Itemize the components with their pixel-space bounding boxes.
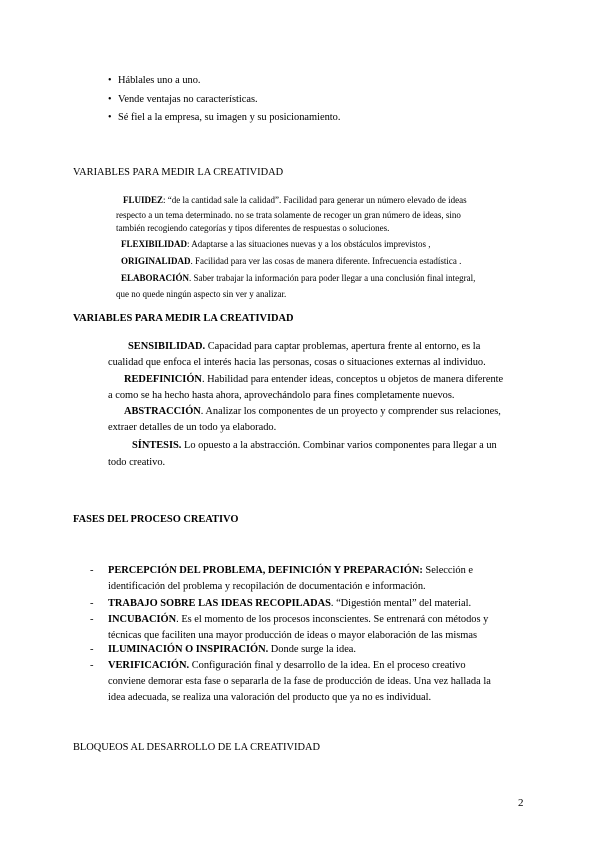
variable-abstraccion: [124, 406, 501, 417]
phase-text: idea adecuada, se realiza una valoración del producto que ya no es individual.: [108, 692, 432, 703]
bullet-marker: •: [108, 112, 112, 123]
list-dash: -: [90, 598, 94, 609]
variable-text: . Facilidad para ver las cosas de manera diferente. Infrecuencia estadística .: [190, 256, 462, 266]
variable-text: extraer detalles de un todo ya elaborado.: [108, 422, 277, 433]
phase-item: [108, 565, 473, 576]
variable-text: que no quede ningún aspecto sin ver y analizar.: [116, 289, 287, 299]
variable-text: . Habilidad para entender ideas, conceptos u objetos de manera diferente: [201, 374, 504, 385]
phase-text: . “Digestión mental” del material.: [330, 598, 472, 609]
variable-term: ELABORACIÓN: [121, 273, 190, 283]
phase-term: TRABAJO SOBRE LAS IDEAS RECOPILADAS: [108, 598, 331, 609]
variable-sensibilidad: [128, 341, 480, 352]
bullet-item: Sé fiel a la empresa, su imagen y su posicionamiento.: [118, 112, 341, 123]
list-dash: -: [90, 565, 94, 576]
section-heading: VARIABLES PARA MEDIR LA CREATIVIDAD: [73, 167, 284, 178]
phase-item: [108, 660, 466, 671]
variable-text: respecto a un tema determinado. no se trata solamente de recoger un gran número de ideas, sino: [116, 210, 461, 220]
variable-text: . Analizar los componentes de un proyecto y comprender sus relaciones,: [200, 406, 501, 417]
variable-term: FLUIDEZ: [123, 195, 164, 205]
variable-fluidez: [123, 195, 467, 205]
variable-term: ORIGINALIDAD: [121, 256, 191, 266]
variable-term: SENSIBILIDAD.: [128, 341, 206, 352]
list-dash: -: [90, 644, 94, 655]
phase-term: PERCEPCIÓN DEL PROBLEMA, DEFINICIÓN Y PREPARACIÓN:: [108, 565, 423, 576]
section-heading: BLOQUEOS AL DESARROLLO DE LA CREATIVIDAD: [73, 742, 320, 753]
phase-item: [108, 598, 471, 609]
phase-text: Selección e: [422, 565, 474, 576]
variable-text: cualidad que enfoca el interés hacia las personas, cosas o situaciones externas al individuo.: [108, 357, 486, 368]
variable-redefinicion: [124, 374, 503, 385]
phase-term: INCUBACIÓN: [108, 614, 177, 625]
phase-text: . Es el momento de los procesos inconscientes. Se entrenará con métodos y: [176, 614, 489, 625]
phase-item: [108, 644, 356, 655]
bullet-marker: •: [108, 94, 112, 105]
phase-text: identificación del problema y recopilación de documentación e información.: [108, 581, 426, 592]
variable-text: : “de la cantidad sale la calidad”. Facilidad para generar un número elevado de ideas: [163, 195, 467, 205]
variable-text: a como se ha hecho hasta ahora, aprovechándolo para fines completamente nuevos.: [108, 390, 455, 401]
variable-flexibilidad: [121, 239, 430, 249]
phase-text: Configuración final y desarrollo de la idea. En el proceso creativo: [189, 660, 466, 671]
phase-term: ILUMINACIÓN O INSPIRACIÓN.: [108, 644, 269, 655]
phase-item: [108, 614, 488, 625]
variable-term: ABSTRACCIÓN: [124, 406, 201, 417]
list-dash: -: [90, 660, 94, 671]
variable-term: SÍNTESIS.: [132, 440, 182, 451]
phase-text: Donde surge la idea.: [268, 644, 357, 655]
phase-text: conviene demorar esta fase o separarla de la fase de producción de ideas. Una vez hallada la: [108, 676, 491, 687]
section-heading: FASES DEL PROCESO CREATIVO: [73, 514, 239, 525]
bullet-marker: •: [108, 75, 112, 86]
section-heading: VARIABLES PARA MEDIR LA CREATIVIDAD: [73, 313, 294, 324]
list-dash: -: [90, 614, 94, 625]
variable-elaboracion: [121, 273, 475, 283]
variable-sintesis: [132, 440, 497, 451]
variable-term: REDEFINICIÓN: [124, 374, 202, 385]
phase-text: técnicas que faciliten una mayor producción de ideas o mayor elaboración de las mismas: [108, 630, 478, 641]
variable-text: Capacidad para captar problemas, apertura frente al entorno, es la: [205, 341, 481, 352]
variable-term: FLEXIBILIDAD: [121, 239, 188, 249]
variable-text: : Adaptarse a las situaciones nuevas y a los obstáculos imprevistos ,: [187, 239, 431, 249]
bullet-item: Háblales uno a uno.: [118, 75, 201, 86]
variable-text: también recogiendo categorías y tipos diferentes de respuestas o soluciones.: [116, 223, 390, 233]
bullet-item: Vende ventajas no características.: [118, 94, 258, 105]
phase-term: VERIFICACIÓN.: [108, 660, 190, 671]
variable-text: Lo opuesto a la abstracción. Combinar varios componentes para llegar a un: [181, 440, 497, 451]
variable-originalidad: [121, 256, 461, 266]
variable-text: todo creativo.: [108, 457, 166, 468]
page-number: 2: [518, 797, 524, 809]
variable-text: . Saber trabajar la información para poder llegar a una conclusión final integral,: [189, 273, 476, 283]
